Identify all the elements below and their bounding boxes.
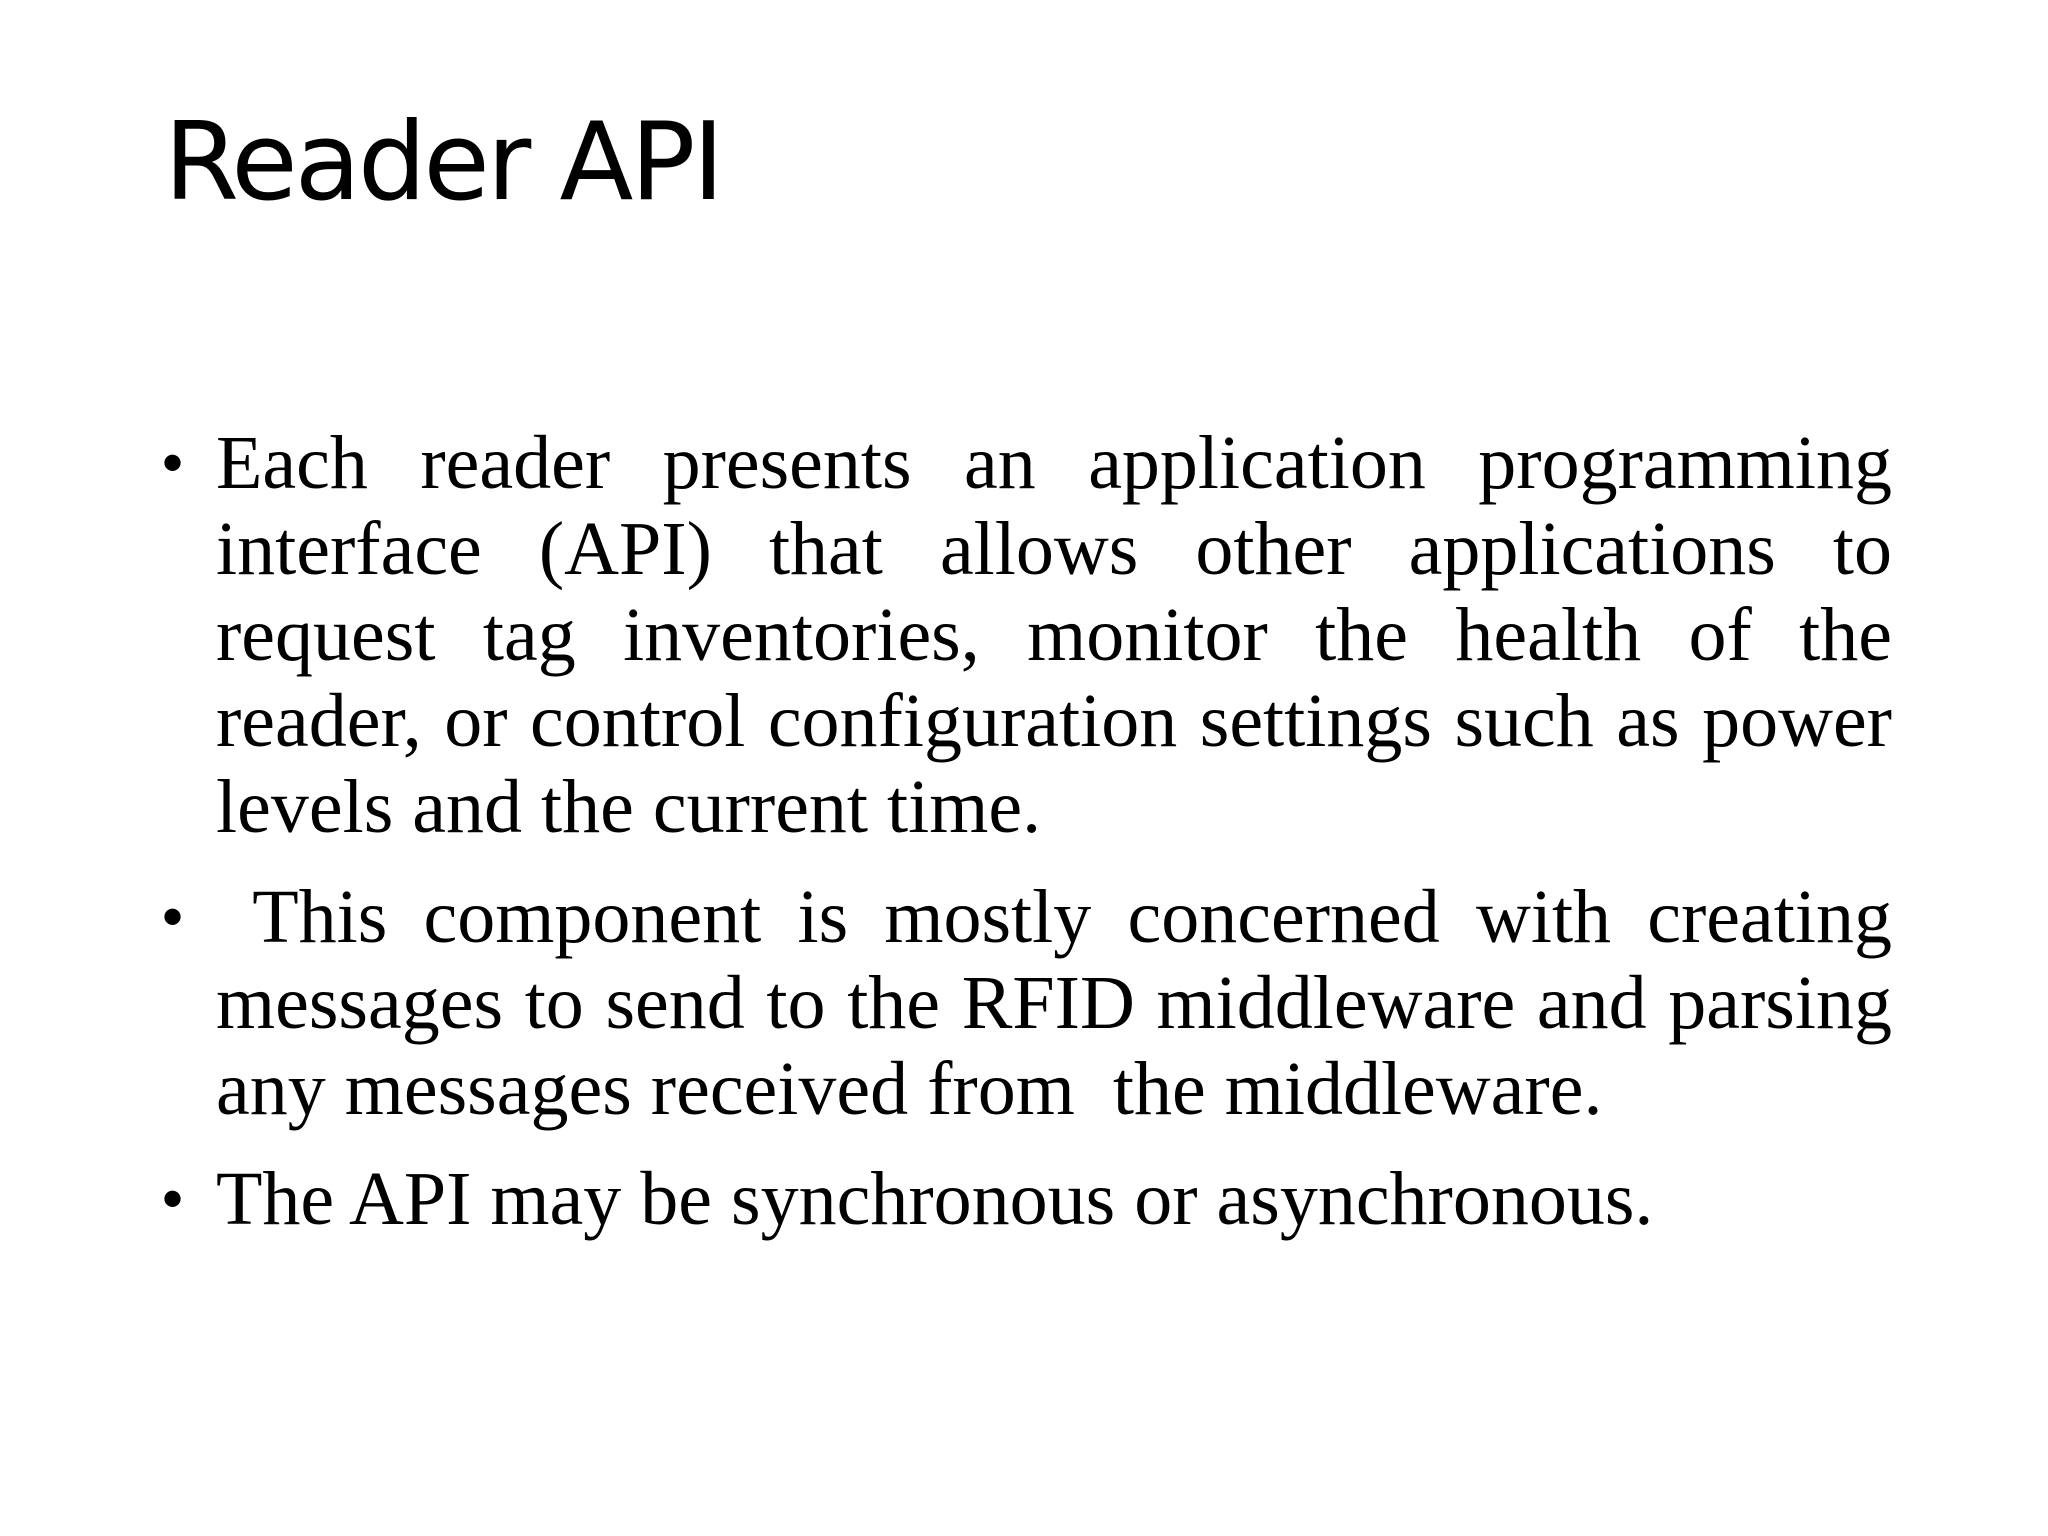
bullet-item <box>162 874 1912 1132</box>
bullet-text: Each reader presents an application programming interface (API) that allows other applications to request tag inventories, monitor the health of the reader, or control configuration settings such as power levels and the current time. <box>216 421 1892 849</box>
bullet-list <box>162 420 1912 1266</box>
slide-title: Reader API <box>164 100 722 225</box>
bullet-text: The API may be synchronous or asynchronous. <box>216 1157 1654 1241</box>
bullet-dot-icon: • <box>162 883 184 950</box>
bullet-item <box>162 420 1892 850</box>
bullet-dot-icon: • <box>162 1165 184 1232</box>
bullet-dot-icon: • <box>162 429 184 496</box>
bullet-text: This component is mostly concerned with creating messages to send to the RFID middleware and parsing any messages received from the middleware. <box>216 875 1912 1131</box>
bullet-item <box>162 1156 1892 1242</box>
